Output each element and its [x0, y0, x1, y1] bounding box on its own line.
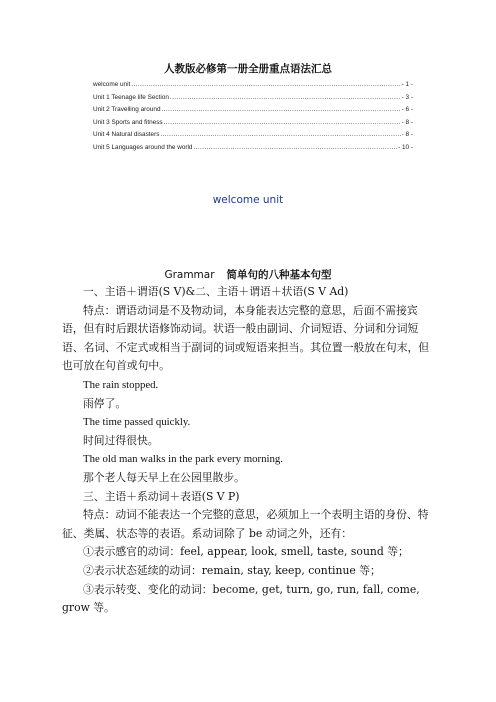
toc-entry[interactable]	[93, 144, 413, 157]
toc-entry-page: - 6 -	[401, 106, 413, 114]
toc-entry-label: Unit 1 Teenage life Section	[93, 93, 169, 101]
toc-entry[interactable]	[93, 106, 413, 119]
list-item: ②表示状态延续的动词：remain, stay, keep, continue 等；	[83, 563, 381, 577]
toc-leader-dots	[160, 131, 400, 138]
toc-entry-label: Unit 3 Sports and fitness	[93, 118, 163, 126]
example-sentence-en: The rain stopped.	[83, 378, 159, 391]
toc-leader-dots	[162, 106, 401, 113]
toc-entry[interactable]	[93, 119, 413, 132]
paragraph-sv-features: 特点：谓语动词是不及物动词，本身能表达完整的意思，后面不需接宾语，但有时后跟状语修饰动词。状语一般由副词、介词短语、分词和分词短语、名词、不定式或相当于副词的词或短语来担当。其位置一般放在句末，但也可放在句首或句中。	[62, 303, 430, 373]
toc-entry-page: - 8 -	[401, 131, 413, 139]
example-sentence-zh: 雨停了。	[83, 396, 127, 410]
list-item: ③表示转变、变化的动词：become, get, turn, go, run, fall, come, grow 等。	[62, 582, 420, 615]
toc-leader-dots	[170, 94, 401, 101]
toc-entry[interactable]	[93, 94, 413, 107]
table-of-contents	[93, 81, 413, 157]
toc-leader-dots	[164, 119, 401, 126]
grammar-heading	[0, 267, 496, 282]
toc-entry[interactable]	[93, 81, 413, 94]
subheading-sv-sva: 一、主语＋谓语(S V)&二、主语＋谓语＋状语(S V Ad)	[83, 285, 349, 298]
body-text	[62, 283, 434, 618]
example-sentence-en: The time passed quickly.	[83, 416, 191, 429]
toc-entry[interactable]	[93, 131, 413, 144]
toc-entry-page: - 8 -	[401, 118, 413, 126]
example-sentence-zh: 时间过得很快。	[83, 433, 159, 447]
paragraph-svp-features: 特点：动词不能表达一个完整的意思，必须加上一个表明主语的身份、特征、类属、状态等的表语。系动词除了 be 动词之外，还有：	[62, 508, 429, 540]
section-heading: welcome unit	[212, 194, 284, 206]
toc-leader-dots	[131, 81, 400, 88]
example-sentence-en: The old man walks in the park every morning.	[83, 453, 283, 466]
example-sentence-zh: 那个老人每天早上在公园里散步。	[83, 470, 245, 484]
toc-entry-page: - 10 -	[398, 143, 413, 151]
toc-entry-label: Unit 2 Travelling around	[93, 106, 161, 114]
document-title: 人教版必修第一册全册重点语法汇总	[164, 63, 332, 75]
grammar-label: Grammar	[164, 269, 215, 281]
grammar-topic: 简单句的八种基本句型	[226, 269, 332, 281]
toc-entry-page: - 3 -	[401, 93, 413, 101]
toc-entry-page: - 1 -	[401, 81, 413, 88]
toc-entry-label: Unit 4 Natural disasters	[93, 131, 160, 139]
list-item: ①表示感官的动词：feel, appear, look, smell, taste, sound 等；	[83, 545, 409, 559]
toc-entry-label: Unit 5 Languages around the world	[93, 143, 193, 151]
toc-entry-label: welcome unit	[93, 81, 131, 88]
subheading-svp: 三、主语＋系动词＋表语(S V P)	[83, 489, 240, 503]
toc-leader-dots	[193, 144, 397, 151]
